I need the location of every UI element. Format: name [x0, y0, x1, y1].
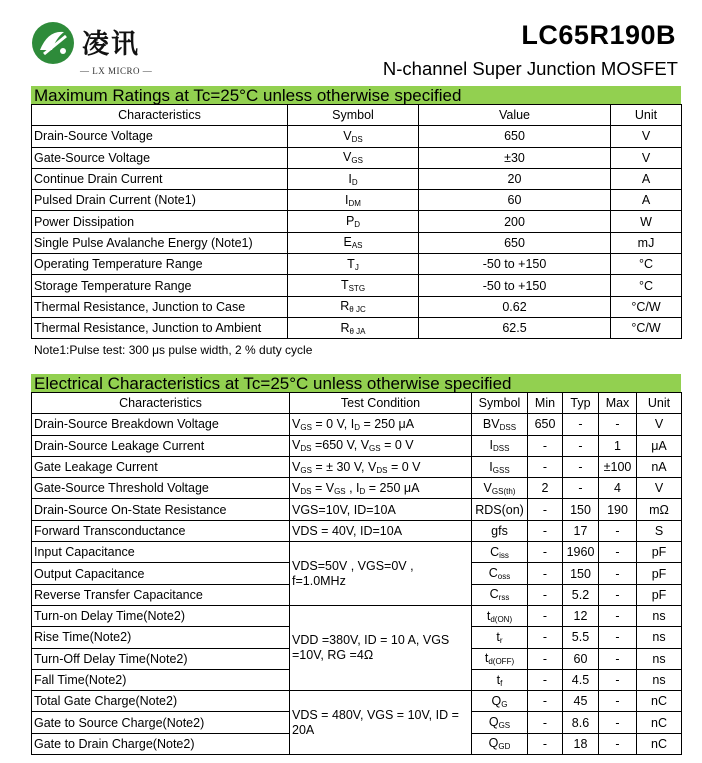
- test-condition-cell: VDS = 40V, ID=10A: [290, 520, 472, 541]
- min-cell: -: [528, 712, 563, 733]
- unit-cell: W: [611, 211, 682, 232]
- symbol-cell: $Q_{GD}$: [472, 733, 528, 754]
- characteristic-cell: Output Capacitance: [32, 563, 290, 584]
- value-cell: 650: [419, 126, 611, 147]
- logo-english-text: — LX MICRO —: [80, 66, 153, 76]
- typ-cell: 5.5: [563, 627, 599, 648]
- max-cell: 1: [599, 435, 637, 456]
- min-cell: -: [528, 499, 563, 520]
- characteristic-cell: Drain-Source Breakdown Voltage: [32, 414, 290, 435]
- table-row: [32, 147, 682, 168]
- table-row: [32, 254, 682, 275]
- min-cell: -: [528, 691, 563, 712]
- table-row: [32, 520, 682, 541]
- typ-cell: 8.6: [563, 712, 599, 733]
- min-cell: -: [528, 733, 563, 754]
- symbol-cell: $t_{d(OFF)}$: [472, 648, 528, 669]
- electrical-characteristics-table: [31, 392, 682, 755]
- column-header: Characteristics: [32, 105, 288, 126]
- table-row: [32, 232, 682, 253]
- table-row: [32, 478, 682, 499]
- symbol-cell: $I_{GSS}$: [472, 456, 528, 477]
- unit-cell: °C: [611, 254, 682, 275]
- unit-cell: mΩ: [637, 499, 682, 520]
- symbol-cell: $I_{DSS}$: [472, 435, 528, 456]
- characteristic-cell: Gate to Drain Charge(Note2): [32, 733, 290, 754]
- test-condition-cell: $V_{DS} = V_{GS}$ , $I_D = 250$ μA: [290, 478, 472, 499]
- column-header: Max: [599, 393, 637, 414]
- unit-cell: V: [637, 414, 682, 435]
- characteristic-cell: Gate-Source Threshold Voltage: [32, 478, 290, 499]
- unit-cell: pF: [637, 563, 682, 584]
- characteristic-cell: Operating Temperature Range: [32, 254, 288, 275]
- symbol-cell: $Q_G$: [472, 691, 528, 712]
- typ-cell: 4.5: [563, 669, 599, 690]
- symbol-cell: $V_{GS}$: [288, 147, 419, 168]
- min-cell: -: [528, 456, 563, 477]
- unit-cell: pF: [637, 542, 682, 563]
- max-cell: -: [599, 605, 637, 626]
- symbol-cell: $V_{DS}$: [288, 126, 419, 147]
- characteristic-cell: Single Pulse Avalanche Energy (Note1): [32, 232, 288, 253]
- table-header-row: [32, 393, 682, 414]
- min-cell: -: [528, 435, 563, 456]
- max-cell: -: [599, 414, 637, 435]
- typ-cell: -: [563, 414, 599, 435]
- note-text: Note1:Pulse test: 300 μs pulse width, 2 % duty cycle: [34, 343, 313, 358]
- symbol-cell: $C_{oss}$: [472, 563, 528, 584]
- column-header: Unit: [611, 105, 682, 126]
- table-header-row: [32, 105, 682, 126]
- characteristic-cell: Rise Time(Note2): [32, 627, 290, 648]
- column-header: Symbol: [288, 105, 419, 126]
- unit-cell: V: [611, 147, 682, 168]
- symbol-cell: $T_J$: [288, 254, 419, 275]
- symbol-cell: $R_{\theta JC}$: [288, 296, 419, 317]
- characteristic-cell: Fall Time(Note2): [32, 669, 290, 690]
- typ-cell: 12: [563, 605, 599, 626]
- typ-cell: 1960: [563, 542, 599, 563]
- min-cell: -: [528, 584, 563, 605]
- characteristic-cell: Drain-Source On-State Resistance: [32, 499, 290, 520]
- table-row: [32, 435, 682, 456]
- value-cell: 62.5: [419, 317, 611, 338]
- unit-cell: °C: [611, 275, 682, 296]
- max-cell: -: [599, 669, 637, 690]
- value-cell: 0.62: [419, 296, 611, 317]
- symbol-cell: $BV_{DSS}$: [472, 414, 528, 435]
- typ-cell: 17: [563, 520, 599, 541]
- max-cell: -: [599, 627, 637, 648]
- characteristic-cell: Turn-on Delay Time(Note2): [32, 605, 290, 626]
- test-condition-cell: VDS=50V , VGS=0V , f=1.0MHz: [290, 542, 472, 606]
- min-cell: -: [528, 520, 563, 541]
- characteristic-cell: Turn-Off Delay Time(Note2): [32, 648, 290, 669]
- characteristic-cell: Gate Leakage Current: [32, 456, 290, 477]
- max-cell: -: [599, 584, 637, 605]
- unit-cell: A: [611, 190, 682, 211]
- electrical-characteristics-section: [31, 374, 681, 755]
- test-condition-cell: VDD =380V, ID = 10 A, VGS =10V, RG =4Ω: [290, 605, 472, 690]
- characteristic-cell: Total Gate Charge(Note2): [32, 691, 290, 712]
- column-header: Typ: [563, 393, 599, 414]
- max-cell: -: [599, 691, 637, 712]
- max-cell: ±100: [599, 456, 637, 477]
- value-cell: ±30: [419, 147, 611, 168]
- characteristic-cell: Gate-Source Voltage: [32, 147, 288, 168]
- value-cell: -50 to +150: [419, 275, 611, 296]
- table-row: [32, 542, 682, 563]
- max-cell: -: [599, 563, 637, 584]
- characteristic-cell: Input Capacitance: [32, 542, 290, 563]
- characteristic-cell: Thermal Resistance, Junction to Case: [32, 296, 288, 317]
- typ-cell: 150: [563, 499, 599, 520]
- typ-cell: 150: [563, 563, 599, 584]
- unit-cell: ns: [637, 605, 682, 626]
- symbol-cell: $P_D$: [288, 211, 419, 232]
- typ-cell: -: [563, 435, 599, 456]
- column-header: Characteristics: [32, 393, 290, 414]
- min-cell: -: [528, 627, 563, 648]
- max-cell: -: [599, 648, 637, 669]
- characteristic-cell: Power Dissipation: [32, 211, 288, 232]
- logo-chinese-text: 凌讯: [82, 29, 140, 60]
- symbol-cell: $V_{GS(th)}$: [472, 478, 528, 499]
- max-cell: -: [599, 520, 637, 541]
- max-cell: -: [599, 712, 637, 733]
- table-row: [32, 190, 682, 211]
- unit-cell: ns: [637, 648, 682, 669]
- unit-cell: nC: [637, 712, 682, 733]
- column-header: Unit: [637, 393, 682, 414]
- max-cell: 4: [599, 478, 637, 499]
- unit-cell: pF: [637, 584, 682, 605]
- value-cell: 60: [419, 190, 611, 211]
- unit-cell: ns: [637, 627, 682, 648]
- column-header: Test Condition: [290, 393, 472, 414]
- characteristic-cell: Drain-Source Leakage Current: [32, 435, 290, 456]
- table-row: [32, 275, 682, 296]
- max-cell: -: [599, 733, 637, 754]
- test-condition-cell: VGS=10V, ID=10A: [290, 499, 472, 520]
- table-row: [32, 168, 682, 189]
- characteristic-cell: Thermal Resistance, Junction to Ambient: [32, 317, 288, 338]
- test-condition-cell: $V_{GS}$ = ± 30 V, $V_{DS} = 0$ V: [290, 456, 472, 477]
- symbol-cell: $Q_{GS}$: [472, 712, 528, 733]
- symbol-cell: $C_{rss}$: [472, 584, 528, 605]
- symbol-cell: $C_{iss}$: [472, 542, 528, 563]
- table-row: [32, 456, 682, 477]
- maximum-ratings-section: [31, 86, 681, 357]
- logo-icon: [30, 20, 76, 66]
- min-cell: -: [528, 563, 563, 584]
- max-cell: 190: [599, 499, 637, 520]
- symbol-cell: $t_{d(ON)}$: [472, 605, 528, 626]
- table-row: [32, 126, 682, 147]
- symbol-cell: RDS(on): [472, 499, 528, 520]
- unit-cell: °C/W: [611, 296, 682, 317]
- symbol-cell: $E_{AS}$: [288, 232, 419, 253]
- table-row: [32, 211, 682, 232]
- symbol-cell: $T_{STG}$: [288, 275, 419, 296]
- min-cell: -: [528, 648, 563, 669]
- value-cell: -50 to +150: [419, 254, 611, 275]
- column-header: Symbol: [472, 393, 528, 414]
- unit-cell: nA: [637, 456, 682, 477]
- unit-cell: A: [611, 168, 682, 189]
- value-cell: 20: [419, 168, 611, 189]
- symbol-cell: $I_D$: [288, 168, 419, 189]
- typ-cell: -: [563, 456, 599, 477]
- value-cell: 650: [419, 232, 611, 253]
- unit-cell: V: [637, 478, 682, 499]
- symbol-cell: $t_f$: [472, 669, 528, 690]
- typ-cell: 45: [563, 691, 599, 712]
- typ-cell: 18: [563, 733, 599, 754]
- part-number: LC65R190B: [521, 20, 676, 50]
- min-cell: 2: [528, 478, 563, 499]
- device-subtitle: N-channel Super Junction MOSFET: [382, 58, 678, 79]
- column-header: Value: [419, 105, 611, 126]
- symbol-cell: gfs: [472, 520, 528, 541]
- characteristic-cell: Drain-Source Voltage: [32, 126, 288, 147]
- section-title: Electrical Characteristics at Tc=25°C unless otherwise specified: [31, 374, 681, 392]
- characteristic-cell: Forward Transconductance: [32, 520, 290, 541]
- table-row: [32, 317, 682, 338]
- unit-cell: °C/W: [611, 317, 682, 338]
- symbol-cell: $R_{\theta JA}$: [288, 317, 419, 338]
- datasheet-header: [0, 0, 702, 86]
- symbol-cell: $t_r$: [472, 627, 528, 648]
- maximum-ratings-table: [31, 104, 682, 339]
- characteristic-cell: Gate to Source Charge(Note2): [32, 712, 290, 733]
- test-condition-cell: $V_{DS} =650$ V, $V_{GS} = 0$ V: [290, 435, 472, 456]
- table-row: [32, 691, 682, 712]
- characteristic-cell: Continue Drain Current: [32, 168, 288, 189]
- table-row: [32, 605, 682, 626]
- unit-cell: V: [611, 126, 682, 147]
- table-row: [32, 296, 682, 317]
- characteristic-cell: Pulsed Drain Current (Note1): [32, 190, 288, 211]
- typ-cell: 60: [563, 648, 599, 669]
- unit-cell: μA: [637, 435, 682, 456]
- section-title: Maximum Ratings at Tc=25°C unless otherwise specified: [31, 86, 681, 104]
- table-row: [32, 499, 682, 520]
- max-cell: -: [599, 542, 637, 563]
- min-cell: 650: [528, 414, 563, 435]
- unit-cell: nC: [637, 733, 682, 754]
- typ-cell: -: [563, 478, 599, 499]
- unit-cell: nC: [637, 691, 682, 712]
- test-condition-cell: $V_{GS} = 0$ V, $I_D = 250$ μA: [290, 414, 472, 435]
- min-cell: -: [528, 542, 563, 563]
- min-cell: -: [528, 669, 563, 690]
- unit-cell: S: [637, 520, 682, 541]
- min-cell: -: [528, 605, 563, 626]
- column-header: Min: [528, 393, 563, 414]
- typ-cell: 5.2: [563, 584, 599, 605]
- characteristic-cell: Reverse Transfer Capacitance: [32, 584, 290, 605]
- table-row: [32, 414, 682, 435]
- value-cell: 200: [419, 211, 611, 232]
- characteristic-cell: Storage Temperature Range: [32, 275, 288, 296]
- symbol-cell: $I_{DM}$: [288, 190, 419, 211]
- unit-cell: ns: [637, 669, 682, 690]
- unit-cell: mJ: [611, 232, 682, 253]
- test-condition-cell: VDS = 480V, VGS = 10V, ID = 20A: [290, 691, 472, 755]
